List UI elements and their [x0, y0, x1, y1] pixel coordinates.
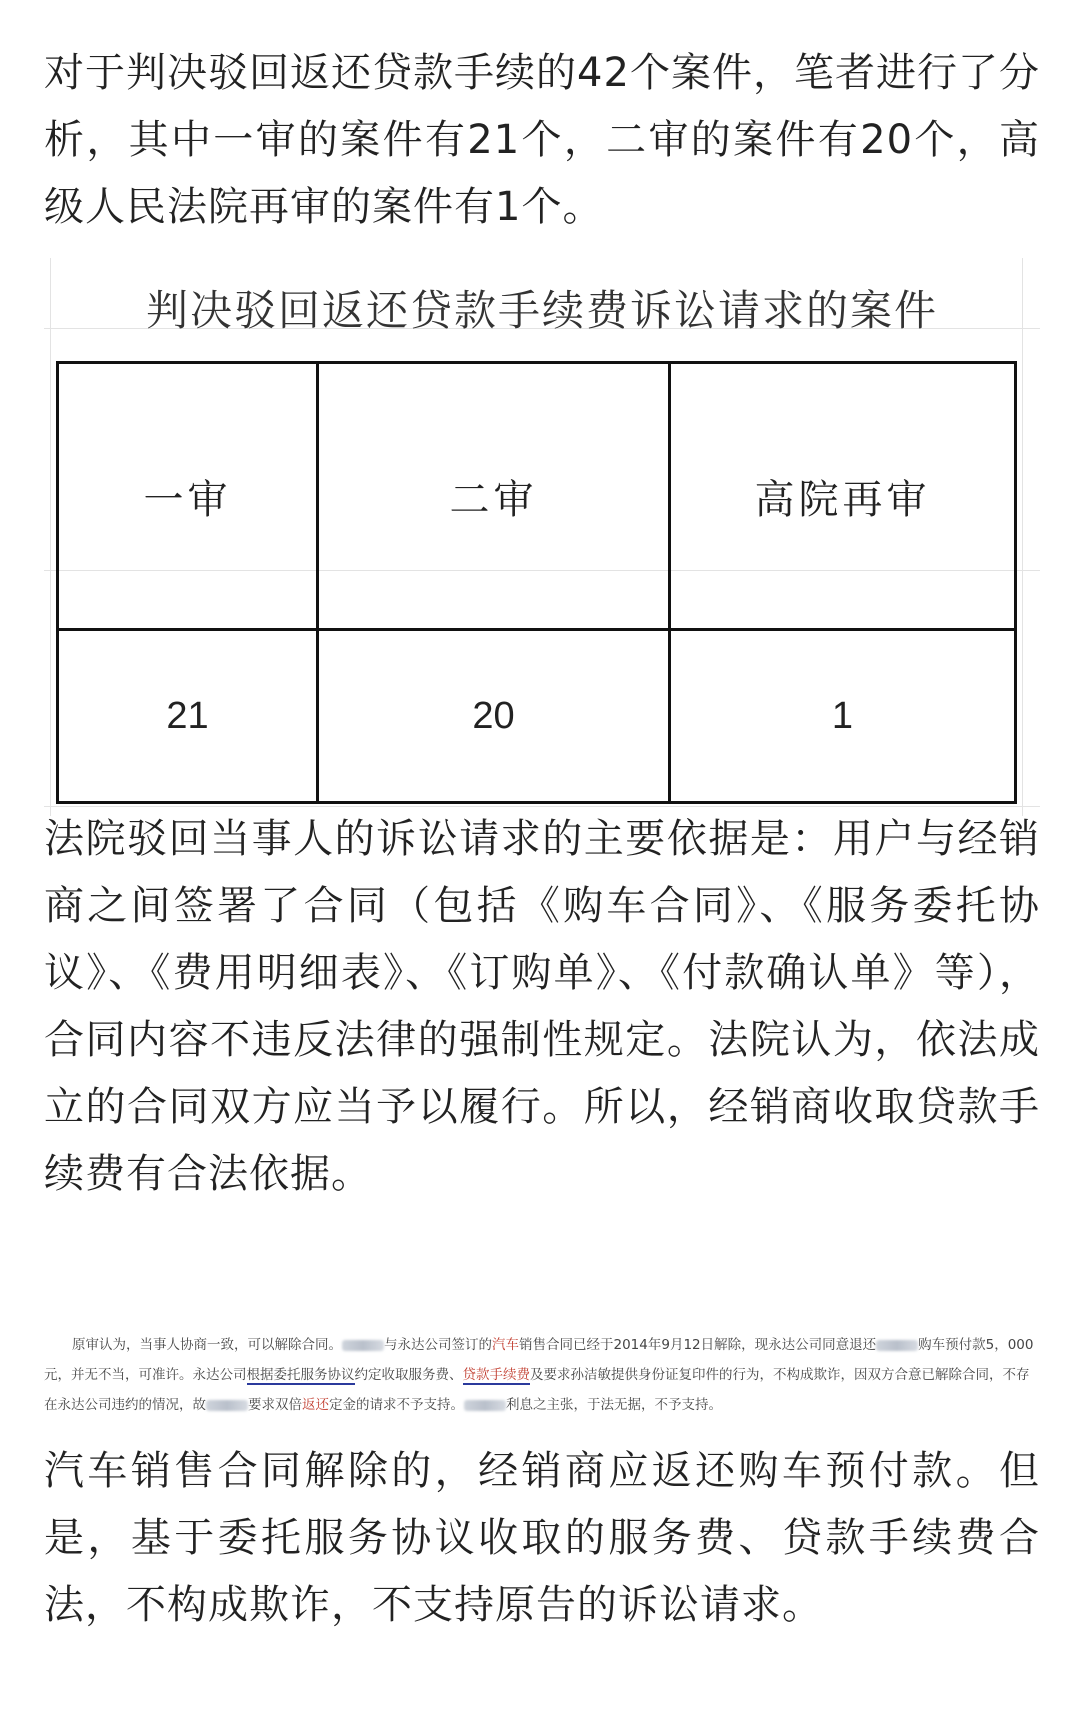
redacted-name [342, 1340, 384, 1351]
excerpt-text: 利息之主张，于法无据，不予支持。 [506, 1397, 722, 1413]
excerpt-text: 原审认为，当事人协商一致，可以解除合同。 [72, 1337, 342, 1353]
value-high-court-retrial: 1 [670, 630, 1016, 803]
court-judgment-excerpt [44, 1330, 1040, 1420]
table-title: 判决驳回返还贷款手续费诉讼请求的案件 [145, 286, 938, 335]
grid-line [50, 258, 51, 816]
excerpt-underlined-highlight: 贷款手续费 [462, 1367, 530, 1383]
redacted-name [206, 1400, 248, 1411]
header-second-instance: 二审 [318, 363, 670, 630]
excerpt-text: 购车预付款5，000元，并无不当，可准许。永达公司 [44, 1337, 1034, 1383]
excerpt-text: 与永达公司签订的 [384, 1337, 492, 1353]
paragraph-conclusion: 汽车销售合同解除的，经销商应返还购车预付款。但是，基于委托服务协议收取的服务费、贷款手续费合法，不构成欺诈，不支持原告的诉讼请求。 [44, 1448, 1040, 1628]
excerpt-highlight: 返还 [302, 1397, 329, 1413]
table-header-row [58, 363, 1016, 630]
excerpt-text: 约定收取服务费、 [354, 1367, 463, 1383]
excerpt-underlined: 根据委托服务协议 [246, 1367, 355, 1383]
redacted-name [876, 1340, 918, 1351]
redacted-name [464, 1400, 506, 1411]
excerpt-text: 定金的请求不予支持。 [329, 1397, 464, 1413]
header-high-court-retrial: 高院再审 [670, 363, 1016, 630]
excerpt-highlight: 汽车 [492, 1337, 519, 1353]
excerpt-text: 及要求孙洁敏提供身份证复印件的行为，不构成欺诈，因双方合意已解除合同，不存在永达公司违约的情况，故 [44, 1367, 1030, 1413]
header-first-instance: 一审 [58, 363, 318, 630]
excerpt-text: 销售合同已经于2014年9月12日解除，现永达公司同意退还 [519, 1337, 877, 1353]
grid-line [1022, 258, 1023, 816]
value-first-instance: 21 [58, 630, 318, 803]
paragraph-intro: 对于判决驳回返还贷款手续的42个案件，笔者进行了分析，其中一审的案件有21个，二审的案件有20个，高级人民法院再审的案件有1个。 [44, 50, 1040, 230]
excerpt-text: 要求双倍 [248, 1397, 302, 1413]
value-second-instance: 20 [318, 630, 670, 803]
table-value-row [58, 630, 1016, 803]
case-table-image [44, 258, 1040, 816]
case-count-table [56, 361, 1017, 804]
paragraph-basis: 法院驳回当事人的诉讼请求的主要依据是：用户与经销商之间签署了合同（包括《购车合同》、《服务委托协议》、《费用明细表》、《订购单》、《付款确认单》等），合同内容不违反法律的强制性规定。法院认为，依法成立的合同双方应当予以履行。所以，经销商收取贷款手续费有合法依据。 [44, 816, 1040, 1197]
